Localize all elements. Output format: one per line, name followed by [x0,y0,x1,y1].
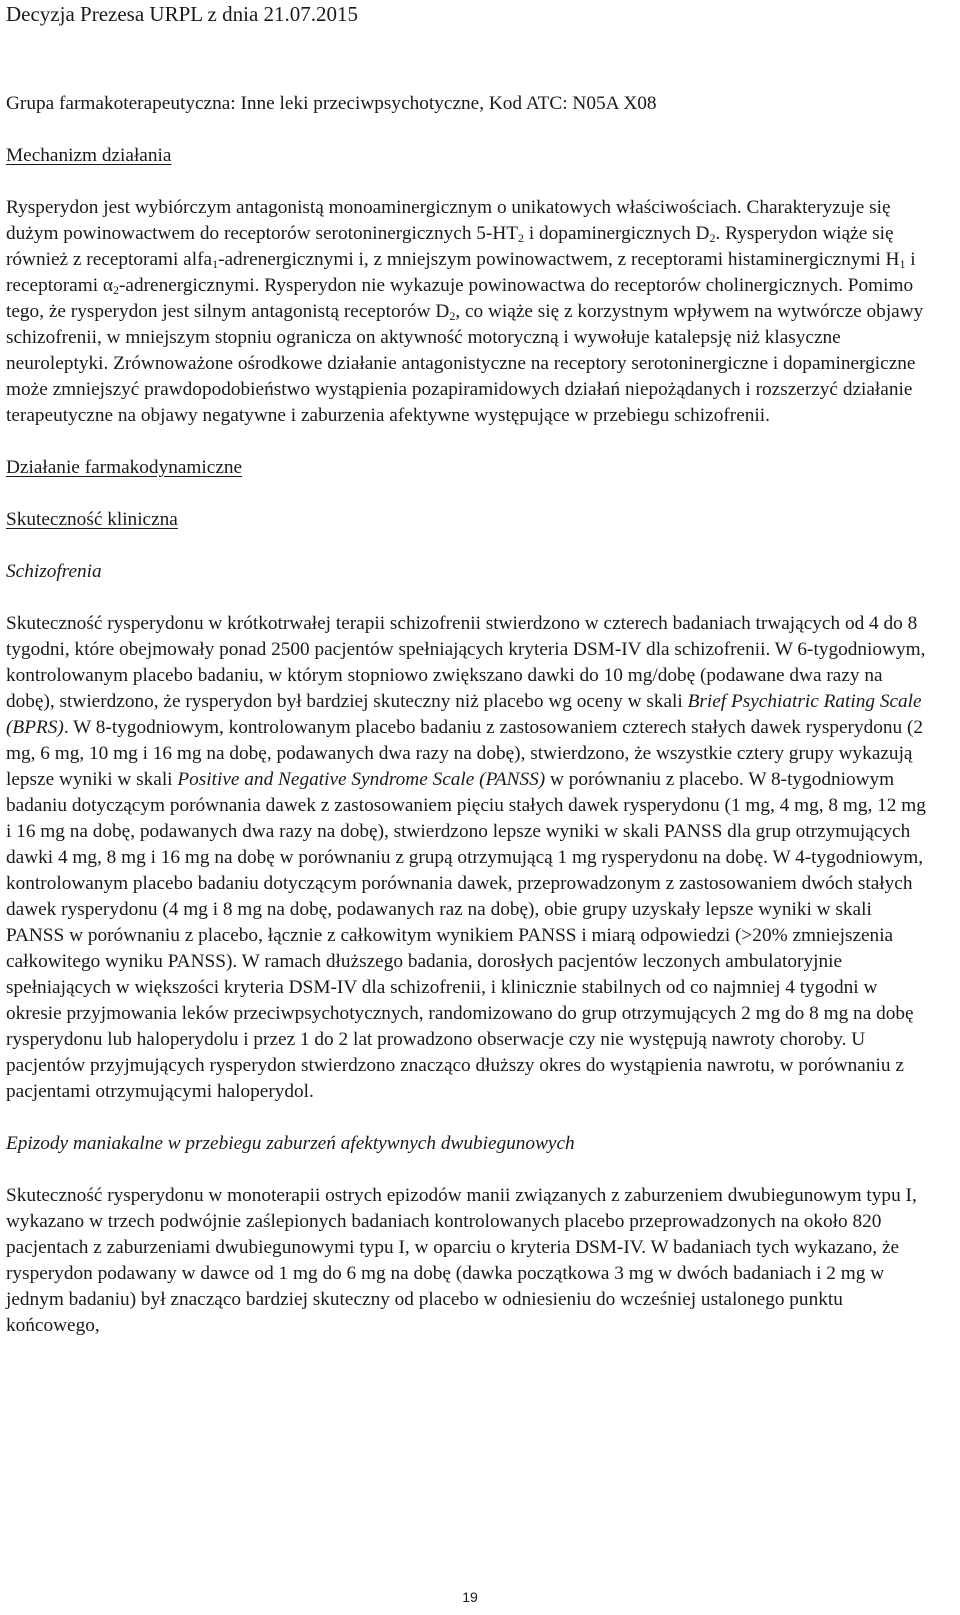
page-number: 19 [462,1589,478,1605]
manic-episodes-paragraph: Skuteczność rysperydonu w monoterapii ostrych epizodów manii związanych z zaburzeniem dwubiegunowym typu I, wykazano w trzech podwójnie zaślepionych badaniach kontrolowanych placebo przeprowadzonych na około 820 pacjentach z zaburzeniami dwubiegunowymi typu I, w oparciu o kryteria DSM-IV. W badaniach tych wykazano, że rysperydon podawany w dawce od 1 mg do 6 mg na dobę (dawka początkowa 3 mg w dwóch badaniach i 2 mg w jednym badaniu) był znacząco bardziej skuteczny od placebo w odniesieniu do wcześniej ustalonego punktu końcowego, [6,1185,917,1336]
pharmacodynamics-heading: Działanie farmakodynamiczne [6,457,243,478]
schizophrenia-paragraph: Skuteczność rysperydonu w krótkotrwałej terapii schizofrenii stwierdzono w czterech badaniach trwających od 4 do 8 tygodni, które obejmowały ponad 2500 pacjentów spełniających kryteria DSM-IV dla schizofrenii. W 6-tygodniowym, kontrolowanym placebo badaniu, w którym stopniowo zwiększano dawki do 10 mg/dobę (podawane dwa razy na dobę), stwierdzono, że rysperydon był bardziej skuteczny niż placebo wg oceny w skali Brief Psychiatric Rating Scale (BPRS). W 8-tygodniowym, kontrolowanym placebo badaniu z zastosowaniem czterech stałych dawek rysperydonu (2 mg, 6 mg, 10 mg i 16 mg na dobę, podawanych dwa razy na dobę), stwierdzono, że wszystkie cztery grupy wykazują lepsze wyniki w skali Positive and Negative Syndrome Scale (PANSS) w porównaniu z placebo. W 8-tygodniowym badaniu dotyczącym porównania dawek z zastosowaniem pięciu stałych dawek rysperydonu (1 mg, 4 mg, 8 mg, 12 mg i 16 mg na dobę, podawanych dwa razy na dobę), stwierdzono lepsze wyniki w skali PANSS dla grup otrzymujących dawki 4 mg, 8 mg i 16 mg na dobę w porównaniu z grupą otrzymującą 1 mg rysperydonu na dobę. W 4-tygodniowym, kontrolowanym placebo badaniu dotyczącym porównania dawek, przeprowadzonym z zastosowaniem dwóch stałych dawek rysperydonu (4 mg i 8 mg na dobę, podawanych raz na dobę), obie grupy uzyskały lepsze wyniki w skali PANSS w porównaniu z placebo, łącznie z całkowitym wynikiem PANSS i miarą odpowiedzi (>20% zmniejszenia całkowitego wyniku PANSS). W ramach dłuższego badania, dorosłych pacjentów leczonych ambulatoryjnie spełniających w większości kryteria DSM-IV dla schizofrenii, i klinicznie stabilnych od co najmniej 4 tygodni w okresie przyjmowania leków przeciwpsychotycznych, randomizowano do grup otrzymujących 2 mg do 8 mg na dobę rysperydonu lub haloperydolu i przez 1 do 2 lat prowadzono obserwacje czy nie występują nawroty choroby. U pacjentów przyjmujących rysperydon stwierdzono znacząco dłuższy okres do wystąpienia nawrotu, w porównaniu z pacjentami otrzymującymi haloperydol. [6,613,926,1102]
document-body [6,91,931,1339]
schizophrenia-heading: Schizofrenia [6,561,102,582]
clinical-efficacy-heading: Skuteczność kliniczna [6,509,178,530]
document-header: Decyzja Prezesa URPL z dnia 21.07.2015 [6,2,359,26]
manic-episodes-heading: Epizody maniakalne w przebiegu zaburzeń afektywnych dwubiegunowych [6,1133,575,1154]
pharmacotherapeutic-group: Grupa farmakoterapeutyczna: Inne leki przeciwpsychotyczne, Kod ATC: N05A X08 [6,93,657,114]
mechanism-heading: Mechanizm działania [6,145,172,166]
mechanism-paragraph: Rysperydon jest wybiórczym antagonistą monoaminergicznym o unikatowych właściwościach. Charakteryzuje się dużym powinowactwem do receptorów serotoninergicznych $5-HT_2$ i dopaminergicznych $D_2$. Rysperydon wiąże się również z receptorami alfa$_1$-adrenergicznymi i, z mniejszym powinowactwem, z receptorami histaminergicznymi $H_1$ i receptorami $\alpha_2$-adrenergicznymi. Rysperydon nie wykazuje powinowactwa do receptorów cholinergicznych. Pomimo tego, że rysperydon jest silnym antagonistą receptorów $D_2$, co wiąże się z korzystnym wpływem na wytwórcze objawy schizofrenii, w mniejszym stopniu ogranicza on aktywność motoryczną i wywołuje katalepsję niż klasyczne neuroleptyki. Zrównoważone ośrodkowe działanie antagonistyczne na receptory serotoninergiczne i dopaminergiczne może zmniejszyć prawdopodobieństwo wystąpienia pozapiramidowych działań niepożądanych i rozszerzyć działanie terapeutyczne na objawy negatywne i zaburzenia afektywne występujące w przebiegu schizofrenii. [6,197,924,426]
